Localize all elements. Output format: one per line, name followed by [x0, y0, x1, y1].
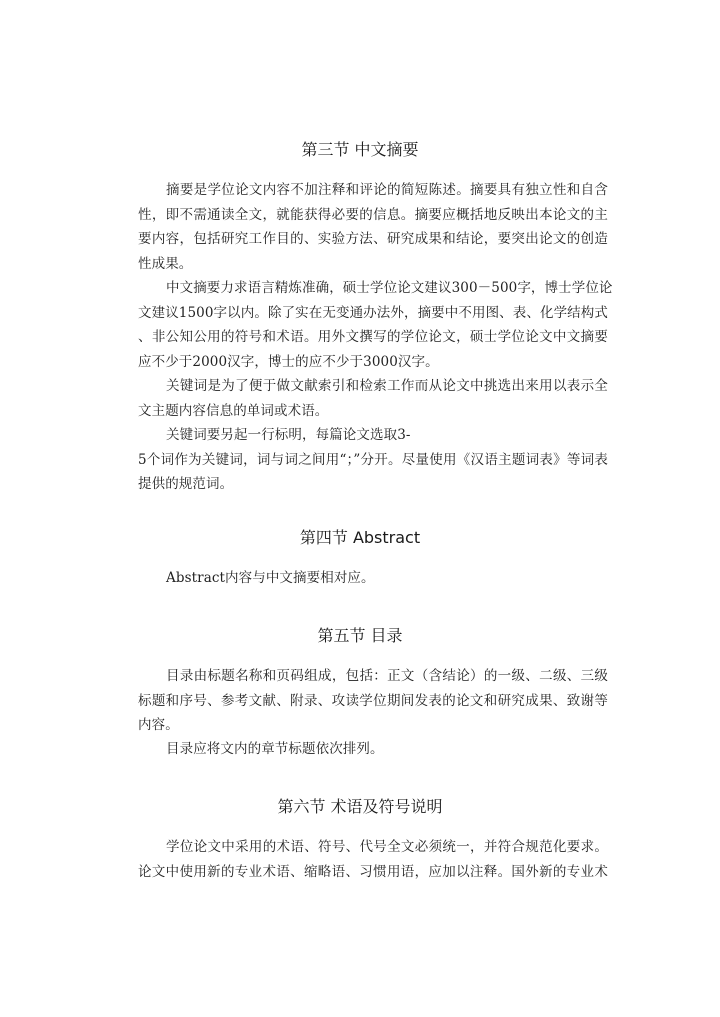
text-line: 中文摘要力求语言精炼准确，硕士学位论文建议300－500字，博士学位论 — [166, 280, 613, 296]
text-line: 、非公知公用的符号和术语。用外文撰写的学位论文，硕士学位论文中文摘要 — [138, 329, 608, 345]
text-line: 性成果。 — [138, 255, 193, 272]
text-line: 标题和序号、参考文献、附录、攻读学位期间发表的论文和研究成果、致谢等 — [138, 692, 608, 709]
section-3-paragraph-1 — [110, 178, 608, 276]
text-line: 关键词是为了便于做文献索引和检索工作而从论文中挑选出来用以表示全 — [166, 378, 608, 394]
section-3-paragraph-3 — [110, 374, 608, 423]
text-line: 目录由标题名称和页码组成，包括：正文（含结论）的一级、二级、三级 — [166, 668, 608, 684]
text-line: 学位论文中采用的术语、符号、代号全文必须统一，并符合规范化要求。 — [166, 839, 608, 855]
text-line: 文主题内容信息的单词或术语。 — [138, 402, 329, 419]
text-line: 摘要是学位论文内容不加注释和评论的简短陈述。摘要具有独立性和自含 — [166, 182, 608, 198]
text-line: 论文中使用新的专业术语、缩略语、习惯用语，应加以注释。国外新的专业术 — [138, 863, 608, 880]
text-line: 内容。 — [138, 717, 179, 733]
section-3-paragraph-2 — [110, 276, 613, 374]
text-line: 5个词作为关键词，词与词之间用“；”分开。尽量使用《汉语主题词表》等词表 — [138, 451, 608, 468]
text-line: 目录应将文内的章节标题依次排列。 — [166, 741, 384, 757]
section-4-heading: 第四节 Abstract — [299, 528, 421, 547]
section-6-heading: 第六节 术语及符号说明 — [277, 797, 443, 816]
text-line: 关键词要另起一行标明，每篇论文选取3- — [166, 427, 411, 443]
section-6-paragraph-1 — [110, 835, 608, 884]
text-line: 要内容，包括研究工作目的、实验方法、研究成果和结论，要突出论文的创造 — [138, 231, 608, 247]
text-line: 提供的规范词。 — [138, 476, 234, 492]
section-5-paragraph-2 — [110, 737, 608, 762]
section-3-paragraph-4 — [110, 423, 608, 497]
text-line: Abstract内容与中文摘要相对应。 — [166, 570, 375, 586]
section-3-heading: 第三节 中文摘要 — [301, 140, 419, 159]
text-line: 文建议1500字以内。除了实在无变通办法外，摘要中不用图、表、化学结构式 — [138, 304, 608, 321]
text-line: 应不少于2000汉字，博士的应不少于3000汉字。 — [138, 353, 439, 370]
section-4-paragraph-1 — [110, 566, 608, 591]
section-5-paragraph-1 — [110, 664, 608, 738]
section-5-heading: 第五节 目录 — [317, 626, 403, 645]
text-line: 性，即不需通读全文，就能获得必要的信息。摘要应概括地反映出本论文的主 — [138, 206, 608, 223]
